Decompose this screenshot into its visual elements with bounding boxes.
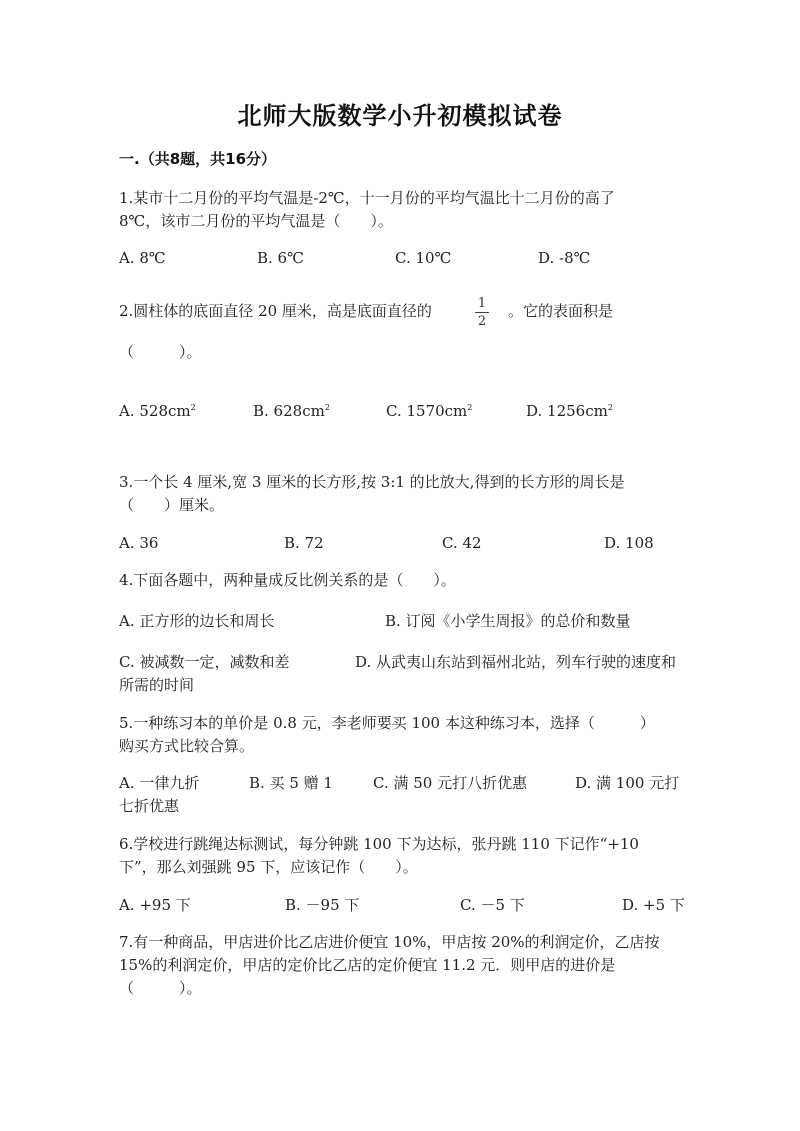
question-2-text: 2.圆柱体的底面直径 20 厘米，高是底面直径的	[119, 302, 432, 320]
question-5-option-b[interactable]: B. 买 5 赠 1	[249, 774, 333, 792]
fraction-numerator: 1	[477, 296, 487, 311]
question-6-option-c[interactable]: C. －5 下	[460, 896, 525, 914]
question-3-option-d[interactable]: D. 108	[604, 534, 654, 552]
question-6-option-d[interactable]: D. +5 下	[622, 896, 685, 914]
question-6-text-cont: 下”，那么刘强跳 95 下，应该记作（ ）。	[119, 858, 418, 876]
question-2-text-cont: （ ）。	[119, 343, 202, 361]
option-text: A. 528cm	[119, 402, 191, 420]
question-5-text-cont: 购买方式比较合算。	[119, 737, 255, 755]
question-2-option-a[interactable]	[119, 396, 196, 423]
question-1-option-b[interactable]: B. 6℃	[257, 249, 304, 267]
option-text: C. 1570cm	[386, 402, 468, 420]
fraction-bar	[475, 312, 489, 313]
fraction-denominator: 2	[477, 314, 487, 329]
question-3-option-c[interactable]: C. 42	[442, 534, 482, 552]
question-5-text: 5.一种练习本的单价是 0.8 元，李老师要买 100 本这种练习本，选择（ ）	[119, 714, 655, 732]
question-4-option-b[interactable]: B. 订阅《小学生周报》的总价和数量	[385, 612, 631, 630]
option-text: B. 628cm	[253, 402, 325, 420]
question-3-text: 3.一个长 4 厘米,宽 3 厘米的长方形,按 3:1 的比放大,得到的长方形的周长是	[119, 473, 625, 491]
question-3-text-cont: （ ）厘米。	[119, 496, 225, 514]
question-4-option-d[interactable]: D. 从武夷山东站到福州北站，列车行驶的速度和所需的时间	[119, 653, 677, 694]
question-3-option-b[interactable]: B. 72	[284, 534, 324, 552]
unit-superscript: 2	[190, 403, 196, 412]
question-7-text-cont-2: （ ）。	[119, 979, 202, 997]
option-text: D. 1256cm	[526, 402, 608, 420]
question-1-option-c[interactable]: C. 10℃	[395, 249, 452, 267]
question-1-text-cont: 8℃，该市二月份的平均气温是（ ）。	[119, 212, 393, 230]
question-6-option-a[interactable]: A. +95 下	[119, 896, 191, 914]
question-2-text-after: 。它的表面积是	[508, 302, 614, 320]
question-3-option-a[interactable]: A. 36	[119, 534, 159, 552]
unit-superscript: 2	[467, 403, 473, 412]
question-5-option-c[interactable]: C. 满 50 元打八折优惠	[373, 774, 528, 792]
question-1-option-a[interactable]: A. 8℃	[119, 249, 166, 267]
section-heading: 一.（共8题，共16分）	[119, 150, 277, 168]
page-title: 北师大版数学小升初模拟试卷	[237, 102, 563, 130]
question-2-option-b[interactable]	[253, 396, 330, 423]
question-6-option-b[interactable]: B. －95 下	[285, 896, 360, 914]
question-6-text: 6.学校进行跳绳达标测试，每分钟跳 100 下为达标，张丹跳 110 下记作“+10	[119, 835, 639, 853]
question-2-option-c[interactable]	[386, 396, 472, 423]
question-5-option-d[interactable]: D. 满 100 元打七折优惠	[119, 774, 680, 815]
question-4-option-a[interactable]: A. 正方形的边长和周长	[119, 612, 275, 630]
fraction-one-half	[473, 296, 491, 329]
question-1-text: 1.某市十二月份的平均气温是-2℃，十一月份的平均气温比十二月份的高了	[119, 189, 615, 207]
question-2-option-d[interactable]	[526, 396, 613, 423]
question-4-option-c[interactable]: C. 被减数一定，减数和差	[119, 653, 290, 671]
question-1-option-d[interactable]: D. -8℃	[538, 249, 591, 267]
question-7-text: 7.有一种商品，甲店进价比乙店进价便宜 10%，甲店按 20%的利润定价，乙店按	[119, 933, 660, 951]
unit-superscript: 2	[324, 403, 330, 412]
question-5-option-a[interactable]: A. 一律九折	[119, 774, 200, 792]
question-4-text: 4.下面各题中，两种量成反比例关系的是（ ）。	[119, 571, 456, 589]
question-7-text-cont: 15%的利润定价，甲店的定价比乙店的定价便宜 11.2 元．则甲店的进价是	[119, 956, 616, 974]
unit-superscript: 2	[607, 403, 613, 412]
